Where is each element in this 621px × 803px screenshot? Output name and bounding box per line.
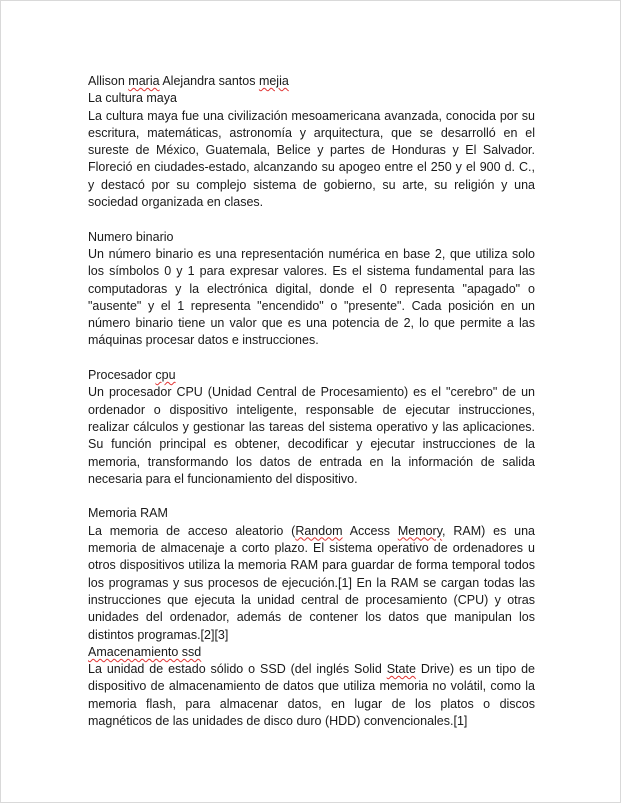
spellcheck-word: cpu [155, 368, 176, 383]
section-paragraph: Un procesador CPU (Unidad Central de Procesamiento) es el "cerebro" de un ordenador o dispositivo inteligente, responsable de ejecutar instrucciones, realizar cálculos y gestionar las tareas del sistema operativo y las aplicaciones. Su función principal es obtener, decodificar y ejecutar instrucciones de la memoria, transformando los datos de entrada en la información de salida necesaria para el funcionamiento del dispositivo. [88, 385, 535, 486]
section-paragraph: La unidad de estado sólido o SSD (del inglés Solid State Drive) es un tipo de dispositivo de almacenamiento de datos que utiliza memoria no volátil, como la memoria flash, para almacenar datos, en lugar de los platos o discos magnéticos de las unidades de disco duro (HDD) convencionales.[1] [88, 662, 536, 728]
blank-line [88, 350, 535, 367]
document-body[interactable] [88, 73, 535, 730]
section-heading: Memoria RAM [88, 506, 168, 521]
author-name: Allison maria Alejandra santos mejia [88, 74, 289, 88]
section-paragraph: La memoria de acceso aleatorio (Random Access Memory, RAM) es una memoria de almacenaje a corto plazo. El sistema operativo de ordenadores u otros dispositivos utiliza la memoria RAM para guardar de forma temporal todos los programas y sus procesos de ejecución.[1] En la RAM se cargan todas las instrucciones que ejecuta la unidad central de procesamiento (CPU) y otras unidades del ordenador, además de contener los datos que manipulan los distintos programas.[2][3] [88, 523, 536, 642]
section-paragraph: Un número binario es una representación numérica en base 2, que utiliza solo los símbolos 0 y 1 para expresar valores. Es el sistema fundamental para las computadoras y la electrónica digital, donde el 0 representa "apagado" o "ausente" y el 1 representa "encendido" o "presente". Cada posición en un número binario tiene un valor que es una potencia de 2, lo que permite a las máquinas procesar datos e instrucciones. [88, 246, 535, 348]
blank-line [88, 211, 535, 228]
spellcheck-word: mejia [258, 74, 289, 88]
spellcheck-word: Memory [397, 523, 443, 538]
spellcheck-word: Amacenamiento ssd [88, 644, 202, 659]
section-heading: Procesador cpu [88, 368, 176, 383]
blank-line [88, 488, 535, 505]
section-heading: La cultura maya [88, 91, 177, 106]
spellcheck-word: maria [128, 74, 160, 88]
spellcheck-word: State [386, 662, 416, 677]
section-heading [88, 644, 535, 661]
section-heading: Numero binario [88, 229, 174, 244]
section-paragraph: La cultura maya fue una civilización mesoamericana avanzada, conocida por su escritura, matemáticas, astronomía y arquitectura, que se desarrolló en el sureste de México, Guatemala, Belice y partes de Honduras y El Salvador. Floreció en ciudades-estado, alcanzando su apogeo entre el 250 y el 900 d. C., y destacó por su complejo sistema de gobierno, su arte, su religión y una sociedad organizada en clases. [88, 108, 535, 210]
spellcheck-word: Random [295, 523, 343, 538]
